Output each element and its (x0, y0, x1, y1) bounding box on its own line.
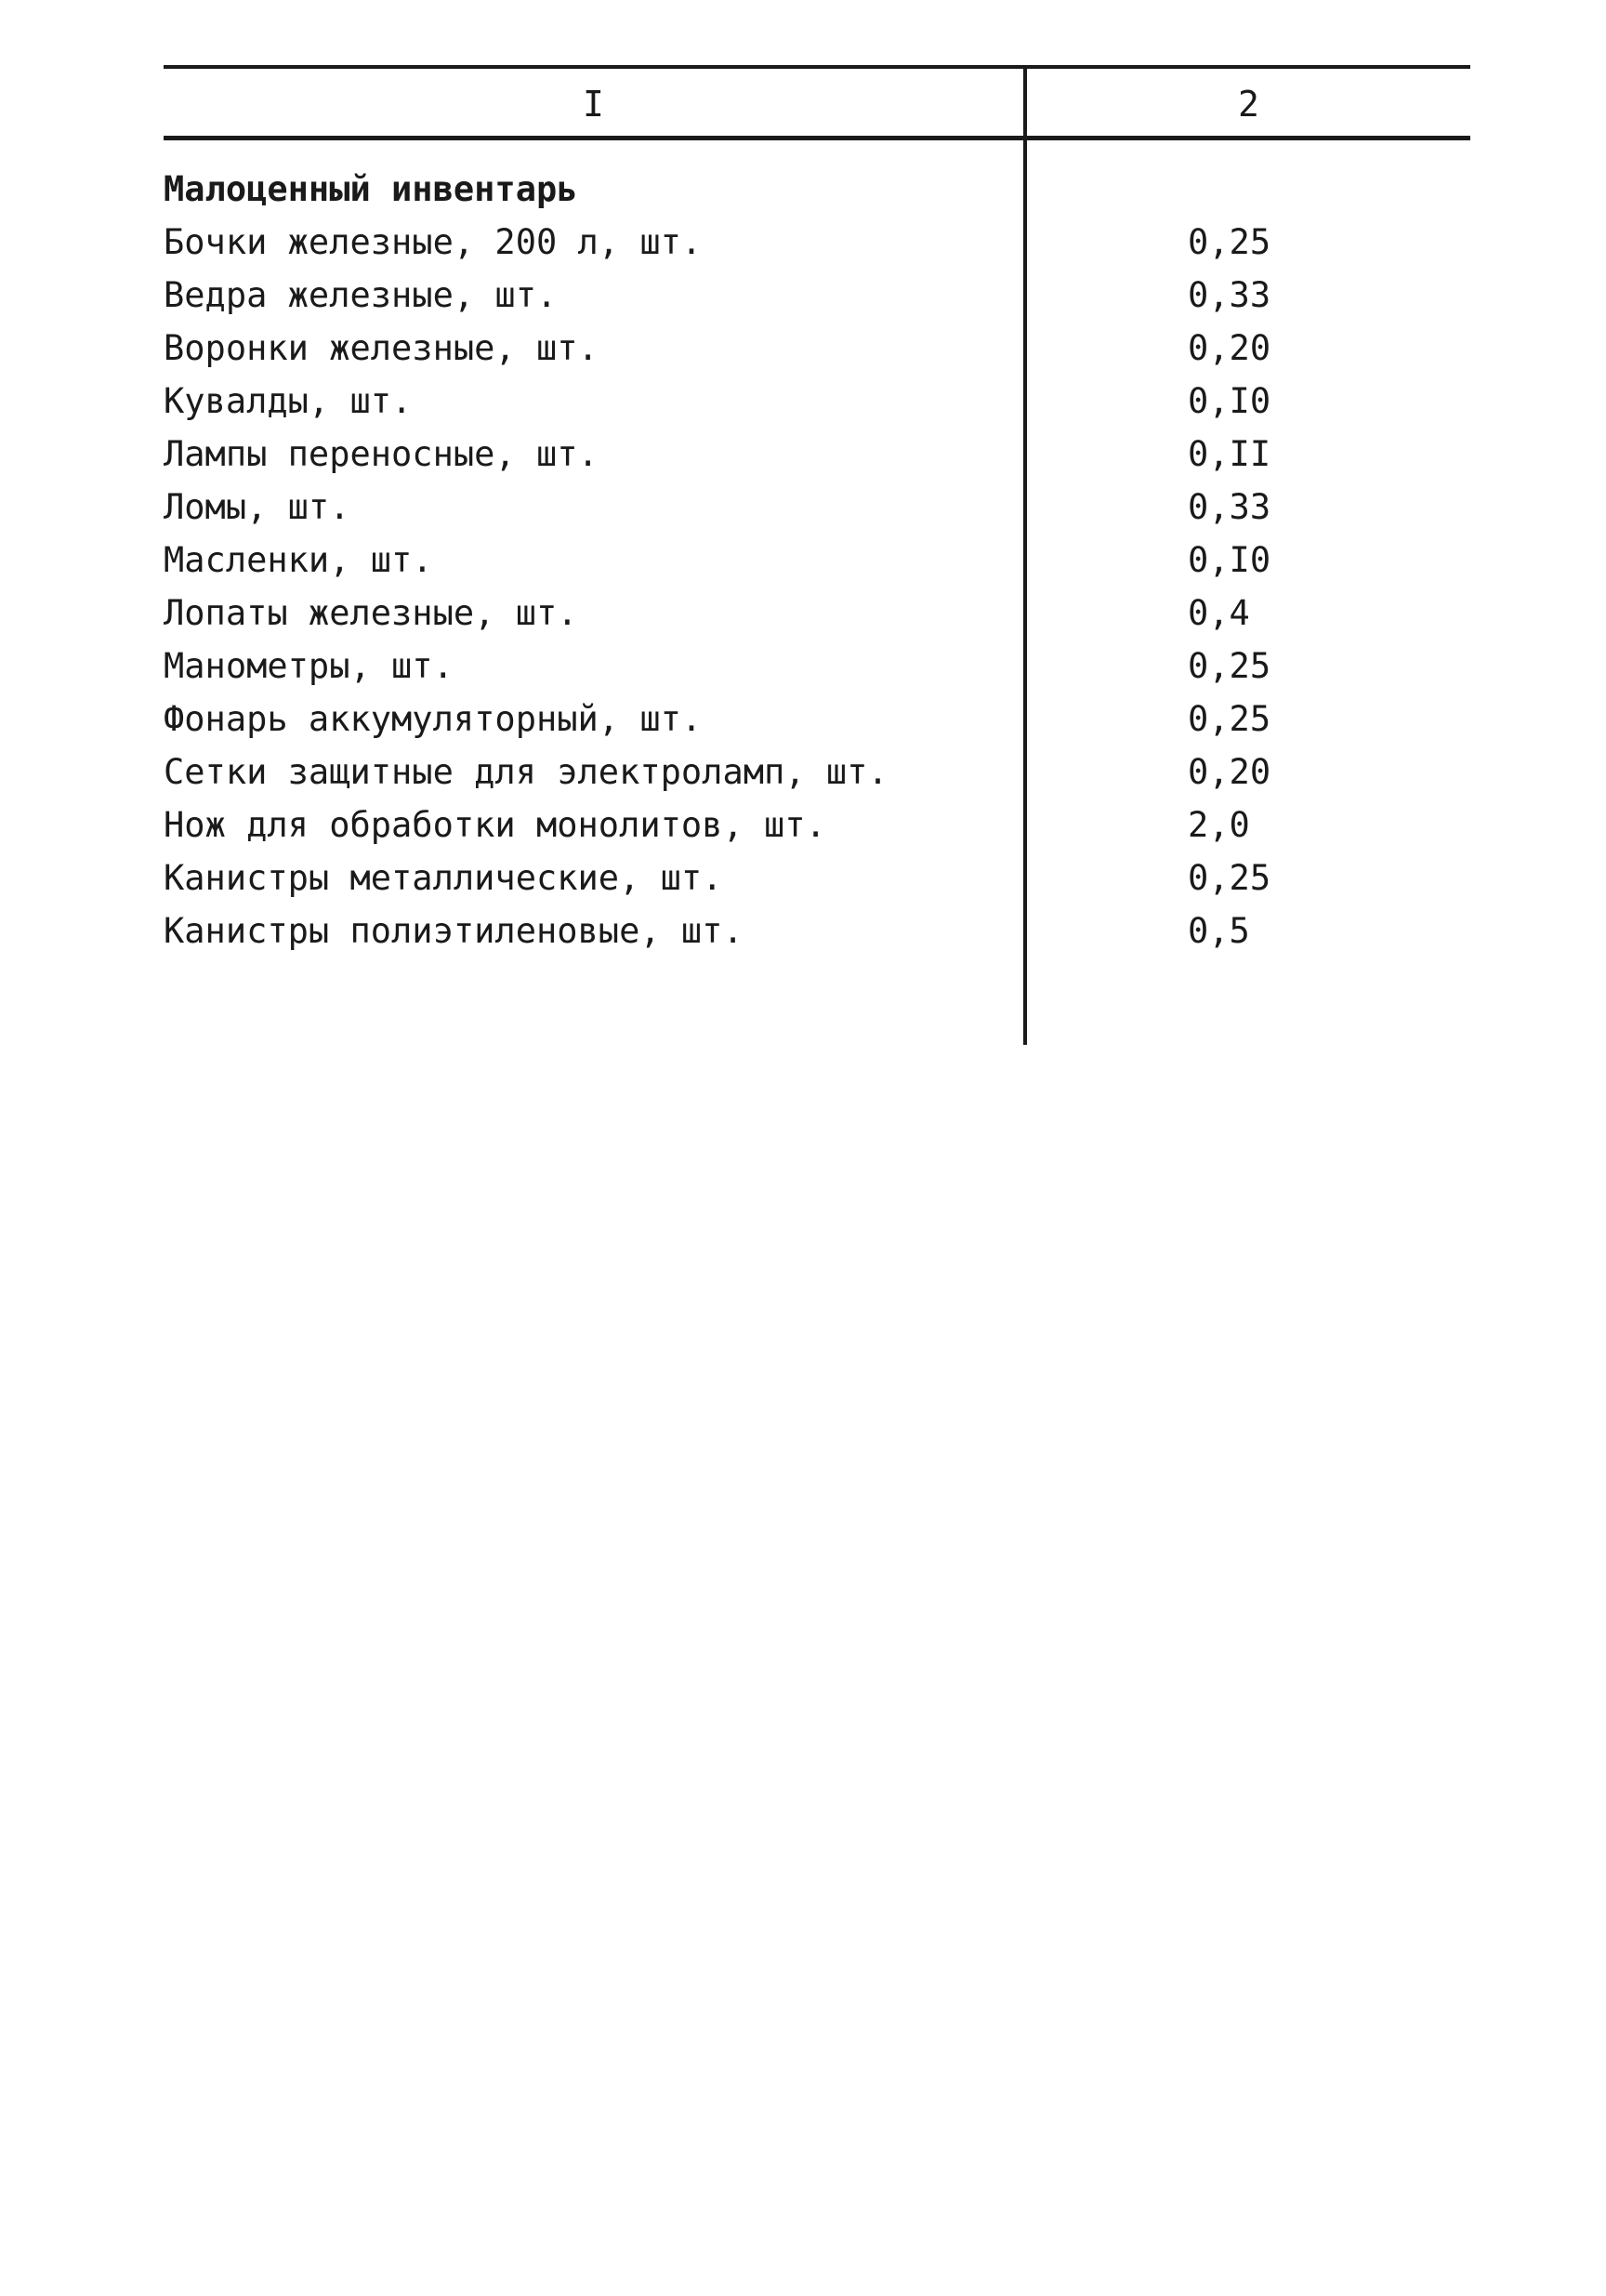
table-row (164, 640, 1470, 693)
table-row (164, 481, 1470, 534)
item-value: 0,I0 (1188, 540, 1271, 580)
item-value: 0,5 (1188, 911, 1250, 951)
table-body (164, 216, 1470, 957)
table-row (164, 534, 1470, 587)
item-value: 0,25 (1188, 646, 1271, 686)
item-name: Масленки, шт. (164, 540, 433, 580)
table-row (164, 269, 1470, 322)
table-row (164, 904, 1470, 957)
item-name: Нож для обработки монолитов, шт. (164, 805, 826, 845)
table-row (164, 216, 1470, 269)
item-value: 0,25 (1188, 858, 1271, 898)
column-header-1: I (583, 84, 604, 125)
item-value: 0,25 (1188, 222, 1271, 262)
item-value: 0,I0 (1188, 381, 1271, 421)
item-value: 2,0 (1188, 805, 1250, 845)
item-name: Бочки железные, 200 л, шт. (164, 222, 703, 262)
table-row (164, 693, 1470, 746)
inventory-table (164, 65, 1470, 1045)
table-top-rule (164, 65, 1470, 69)
table-row (164, 587, 1470, 640)
item-name: Ведра железные, шт. (164, 275, 558, 315)
item-name: Лампы переносные, шт. (164, 434, 599, 474)
item-value: 0,33 (1188, 275, 1271, 315)
table-row (164, 322, 1470, 375)
item-value: 0,4 (1188, 593, 1250, 633)
item-value: 0,II (1188, 434, 1271, 474)
column-header-2: 2 (1238, 84, 1259, 125)
table-row (164, 375, 1470, 428)
table-row (164, 851, 1470, 904)
item-name: Воронки железные, шт. (164, 328, 599, 368)
table-row (164, 428, 1470, 481)
item-name: Ломы, шт. (164, 487, 350, 527)
section-title: Малоценный инвентарь (164, 169, 578, 209)
item-name: Лопаты железные, шт. (164, 593, 578, 633)
header-bottom-rule (164, 136, 1470, 140)
item-name: Кувалды, шт. (164, 381, 413, 421)
item-name: Фонарь аккумуляторный, шт. (164, 699, 703, 739)
item-value: 0,20 (1188, 752, 1271, 792)
item-name: Канистры металлические, шт. (164, 858, 723, 898)
item-name: Сетки защитные для электроламп, шт. (164, 752, 889, 792)
table-row (164, 746, 1470, 798)
item-value: 0,33 (1188, 487, 1271, 527)
table-row (164, 798, 1470, 851)
item-value: 0,25 (1188, 699, 1271, 739)
item-name: Манометры, шт. (164, 646, 454, 686)
item-value: 0,20 (1188, 328, 1271, 368)
item-name: Канистры полиэтиленовые, шт. (164, 911, 744, 951)
